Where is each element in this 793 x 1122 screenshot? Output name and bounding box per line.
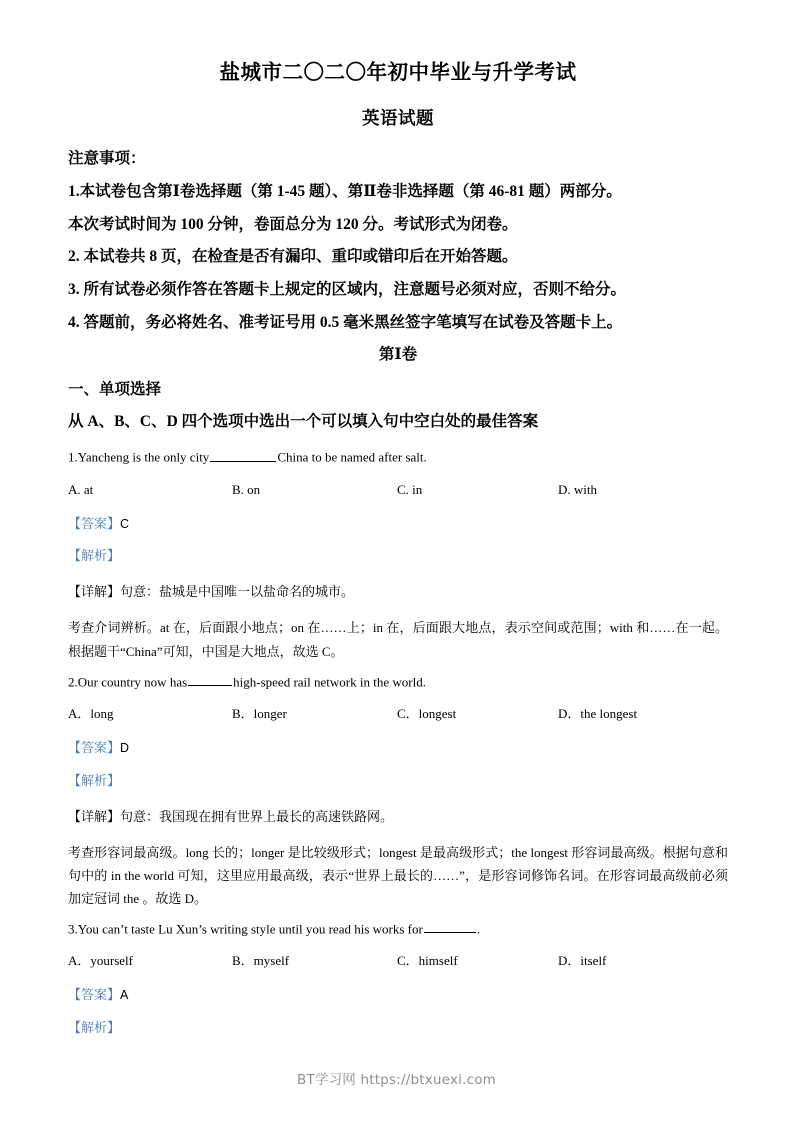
question-stem-3-before: 3.You can’t taste Lu Xun’s writing style until you read his works for (68, 921, 423, 937)
analysis-line-1 (68, 547, 728, 566)
detail-line-2: 【详解】句意：我国现在拥有世界上最长的高速铁路网。 (68, 808, 394, 824)
notice-heading: 注意事项： (68, 150, 146, 167)
answer-blank-3[interactable] (424, 920, 476, 933)
detail-line-1: 【详解】句意：盐城是中国唯一以盐命名的城市。 (68, 584, 355, 600)
section-title: 一、单项选择 (68, 381, 162, 399)
paper-part-heading: 第Ⅰ卷 (378, 346, 418, 364)
question-block-1 (68, 448, 728, 662)
notice-item-1b: 本次考试时间为 100 分钟，卷面总分为 120 分。考试形式为闭卷。 (68, 215, 518, 233)
answer-marker-3: 【答案】 (68, 987, 121, 1003)
document-subtitle: 英语试题 (362, 107, 434, 128)
options-row-1 (68, 481, 728, 501)
answer-blank-1[interactable] (210, 448, 276, 461)
option-1-c[interactable]: C. in (397, 481, 423, 497)
analysis-marker-2: 【解析】 (68, 772, 121, 788)
options-row-3 (68, 952, 728, 972)
notice-item-3: 3. 所有试卷必须作答在答题卡上规定的区域内，注意题号必须对应，否则不给分。 (68, 280, 627, 298)
option-1-d[interactable]: D. with (558, 481, 597, 497)
option-3-c[interactable]: C．himself (397, 953, 458, 969)
analysis-marker-1: 【解析】 (68, 548, 121, 564)
question-stem-3-after: . (476, 921, 481, 937)
answer-marker-2: 【答案】 (68, 739, 121, 755)
option-1-b[interactable]: B. on (232, 481, 261, 497)
answer-line-1 (68, 515, 728, 534)
footer-watermark: BT学习网 https://btxuexi.com (296, 1072, 497, 1088)
question-stem-3 (68, 920, 728, 939)
answer-marker-1: 【答案】 (68, 515, 121, 531)
notice-item-2: 2. 本试卷共 8 页，在检查是否有漏印、重印或错印后在开始答题。 (68, 248, 518, 266)
analysis-line-2 (68, 772, 728, 791)
question-stem-2-after: high-speed rail network in the world. (233, 674, 426, 690)
question-block-3 (68, 920, 728, 1038)
option-3-a[interactable]: A．yourself (68, 953, 133, 969)
explanation-2: 考查形容词最高级。long 长的；longer 是比较级形式；longest 是最高级形式；the longest 形容词最高级。根据句意和句中的 in the world 可知，这里应用最高级，表示“世界上最长的……”，是形容词修饰名词。在形容词最高级前必须加定冠词 the 。故选 D。 (68, 844, 728, 906)
question-stem-1 (68, 448, 728, 467)
answer-line-3 (68, 986, 728, 1005)
option-3-d[interactable]: D．itself (558, 953, 607, 969)
notice-item-1: 1.本试卷包含第Ⅰ卷选择题（第 1-45 题）、第Ⅱ卷非选择题（第 46-81 题）两部分。 (68, 182, 622, 200)
question-stem-2-before: 2.Our country now has (68, 674, 188, 690)
answer-line-2 (68, 739, 728, 758)
option-3-b[interactable]: B．myself (232, 953, 290, 969)
option-2-d[interactable]: D．the longest (558, 705, 638, 721)
option-2-a[interactable]: A．long (68, 705, 114, 721)
options-row-2 (68, 705, 728, 725)
option-2-b[interactable]: B．longer (232, 705, 287, 721)
option-2-c[interactable]: C．longest (397, 705, 457, 721)
explanation-1: 考查介词辨析。at 在，后面跟小地点；on 在……上；in 在，后面跟大地点，表示空间或范围；with 和……在一起。根据题干“China”可知，中国是大地点，故选 C。 (68, 620, 728, 659)
page-content (68, 58, 728, 1052)
question-stem-1-after: China to be named after salt. (277, 449, 427, 465)
answer-value-1: C (120, 516, 130, 531)
section-instruction: 从 A、B、C、D 四个选项中选出一个可以填入句中空白处的最佳答案 (68, 412, 539, 430)
document-title: 盐城市二〇二〇年初中毕业与升学考试 (219, 62, 577, 84)
analysis-marker-3: 【解析】 (68, 1020, 121, 1036)
question-stem-1-before: 1.Yancheng is the only city (68, 449, 210, 465)
question-block-2 (68, 673, 728, 910)
analysis-line-3 (68, 1019, 728, 1038)
answer-blank-2[interactable] (188, 673, 232, 686)
notice-item-4: 4. 答题前，务必将姓名、准考证号用 0.5 毫米黑丝签字笔填写在试卷及答题卡上。 (68, 313, 623, 331)
option-1-a[interactable]: A. at (68, 481, 94, 497)
answer-value-3: A (120, 988, 129, 1003)
question-stem-2 (68, 673, 728, 692)
answer-value-2: D (120, 740, 130, 755)
